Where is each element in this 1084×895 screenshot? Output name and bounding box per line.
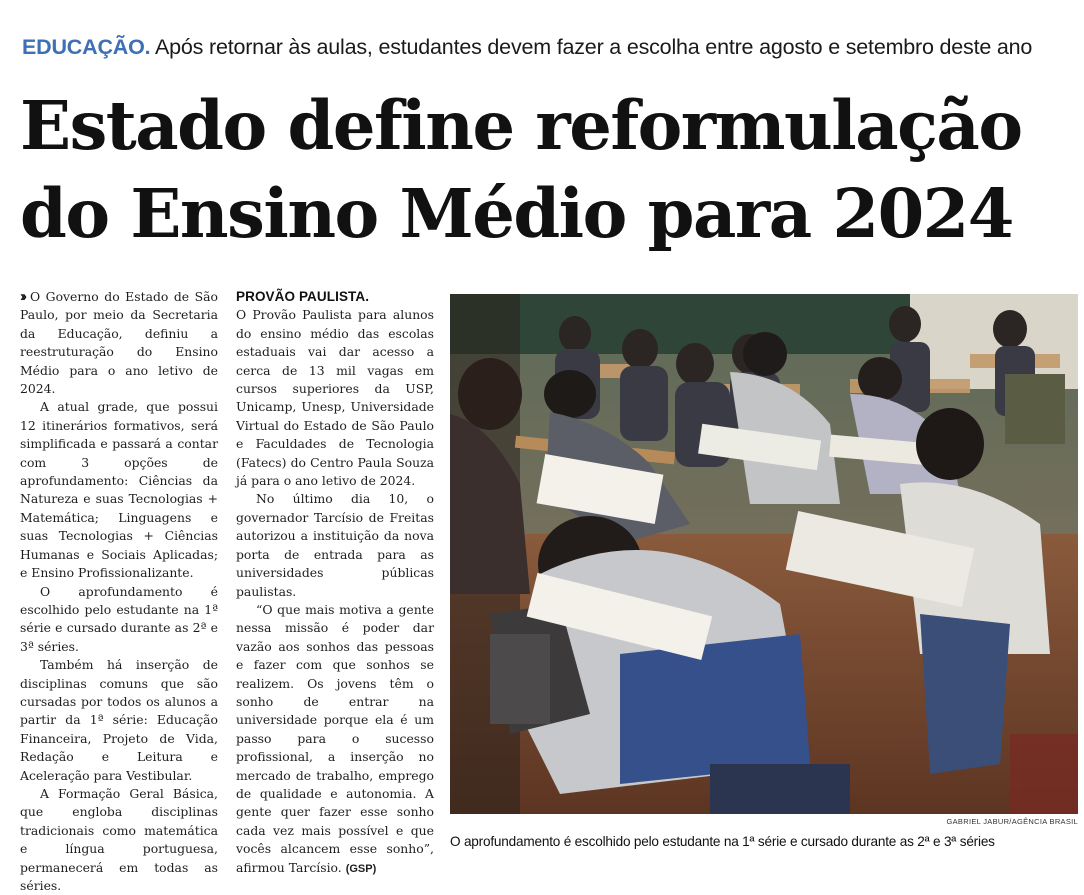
kicker: [22, 34, 1072, 60]
backpack: [1005, 374, 1065, 444]
source-tag: (GSP): [345, 862, 377, 875]
headline: [20, 82, 1070, 258]
headline-line-1: Estado define reformulação: [20, 86, 1022, 165]
column-2-paragraph: O Provão Paulista para alunos do ensino médio das escolas estaduais vai dar acesso a cerca de 13 mil vagas em cursos superiores da USP, Unicamp, Unesp, Universidade Virtual do Estado de São Paulo e Faculdades de Tecnologia (Fatecs) do Centro Paula Souza já para o ano letivo de 2024.: [236, 307, 434, 489]
headline-line-2: do Ensino Médio para 2024: [20, 174, 1013, 253]
column-1-paragraph: A atual grade, que possui 12 itinerários formativos, será simplificada e passará a contar com 3 opções de aprofundamento: Ciências da Natureza e suas Tecnologias + Matemática; Linguagens e suas Tecnologias + Ciências Humanas e Sociais Aplicadas; e Ensino Profissionalizante.: [20, 399, 218, 581]
column-2-paragraph: [236, 601, 434, 878]
column-2-paragraph: No último dia 10, o governador Tarcísio de Freitas autorizou a instituição da nova porta de entrada para as universidades públicas paulistas.: [236, 491, 434, 599]
section-heading: PROVÃO PAULISTA.: [236, 289, 370, 304]
kicker-text: Após retornar às aulas, estudantes devem fazer a escolha entre agosto e setembro deste ano: [155, 35, 1033, 59]
article-column-1: [20, 288, 218, 895]
chevron-right-icon: ››: [20, 288, 24, 305]
photo-caption: O aprofundamento é escolhido pelo estudante na 1ª série e cursado durante as 2ª e 3ª séries: [450, 834, 995, 849]
column-1-paragraph: Também há inserção de disciplinas comuns que são cursadas por todos os alunos a partir da 1ª série: Educação Financeira, Projeto de Vida, Redação e Leitura e Aceleração para Vestibular.: [20, 657, 218, 783]
photo-credit: GABRIEL JABUR/AGÊNCIA BRASIL: [946, 817, 1078, 826]
classroom-illustration: [450, 294, 1078, 814]
column-1-paragraph: A Formação Geral Básica, que engloba disciplinas tradicionais como matemática e língua portuguesa, permanecerá em todas as séries.: [20, 785, 218, 893]
quote-text: “O que mais motiva a gente nessa missão é poder dar vazão aos sonhos das pessoas e fazer com que sonhos se realizem. Os jovens têm o sonho de entrar na universidade porque ela é um passo para o sucesso profissional, a inserção no mercado de trabalho, emprego de qualidade e autonomia. A gente quer fazer esse sonho cada vez mais possível e que vocês alcancem esse sonho”, afirmou Tarcísio.: [236, 601, 434, 875]
kicker-tag: EDUCAÇÃO.: [22, 35, 151, 59]
article-column-2: [236, 288, 434, 878]
paragraph-text: O Governo do Estado de São Paulo, por meio da Secretaria da Educação, definiu a reestruturação do Ensino Médio para o ano letivo de 2024.: [20, 289, 218, 397]
column-1-paragraph: [20, 288, 218, 398]
classroom-photo: [450, 294, 1078, 814]
column-1-paragraph: O aprofundamento é escolhido pelo estudante na 1ª série e cursado durante as 2ª e 3ª séries.: [20, 583, 218, 654]
